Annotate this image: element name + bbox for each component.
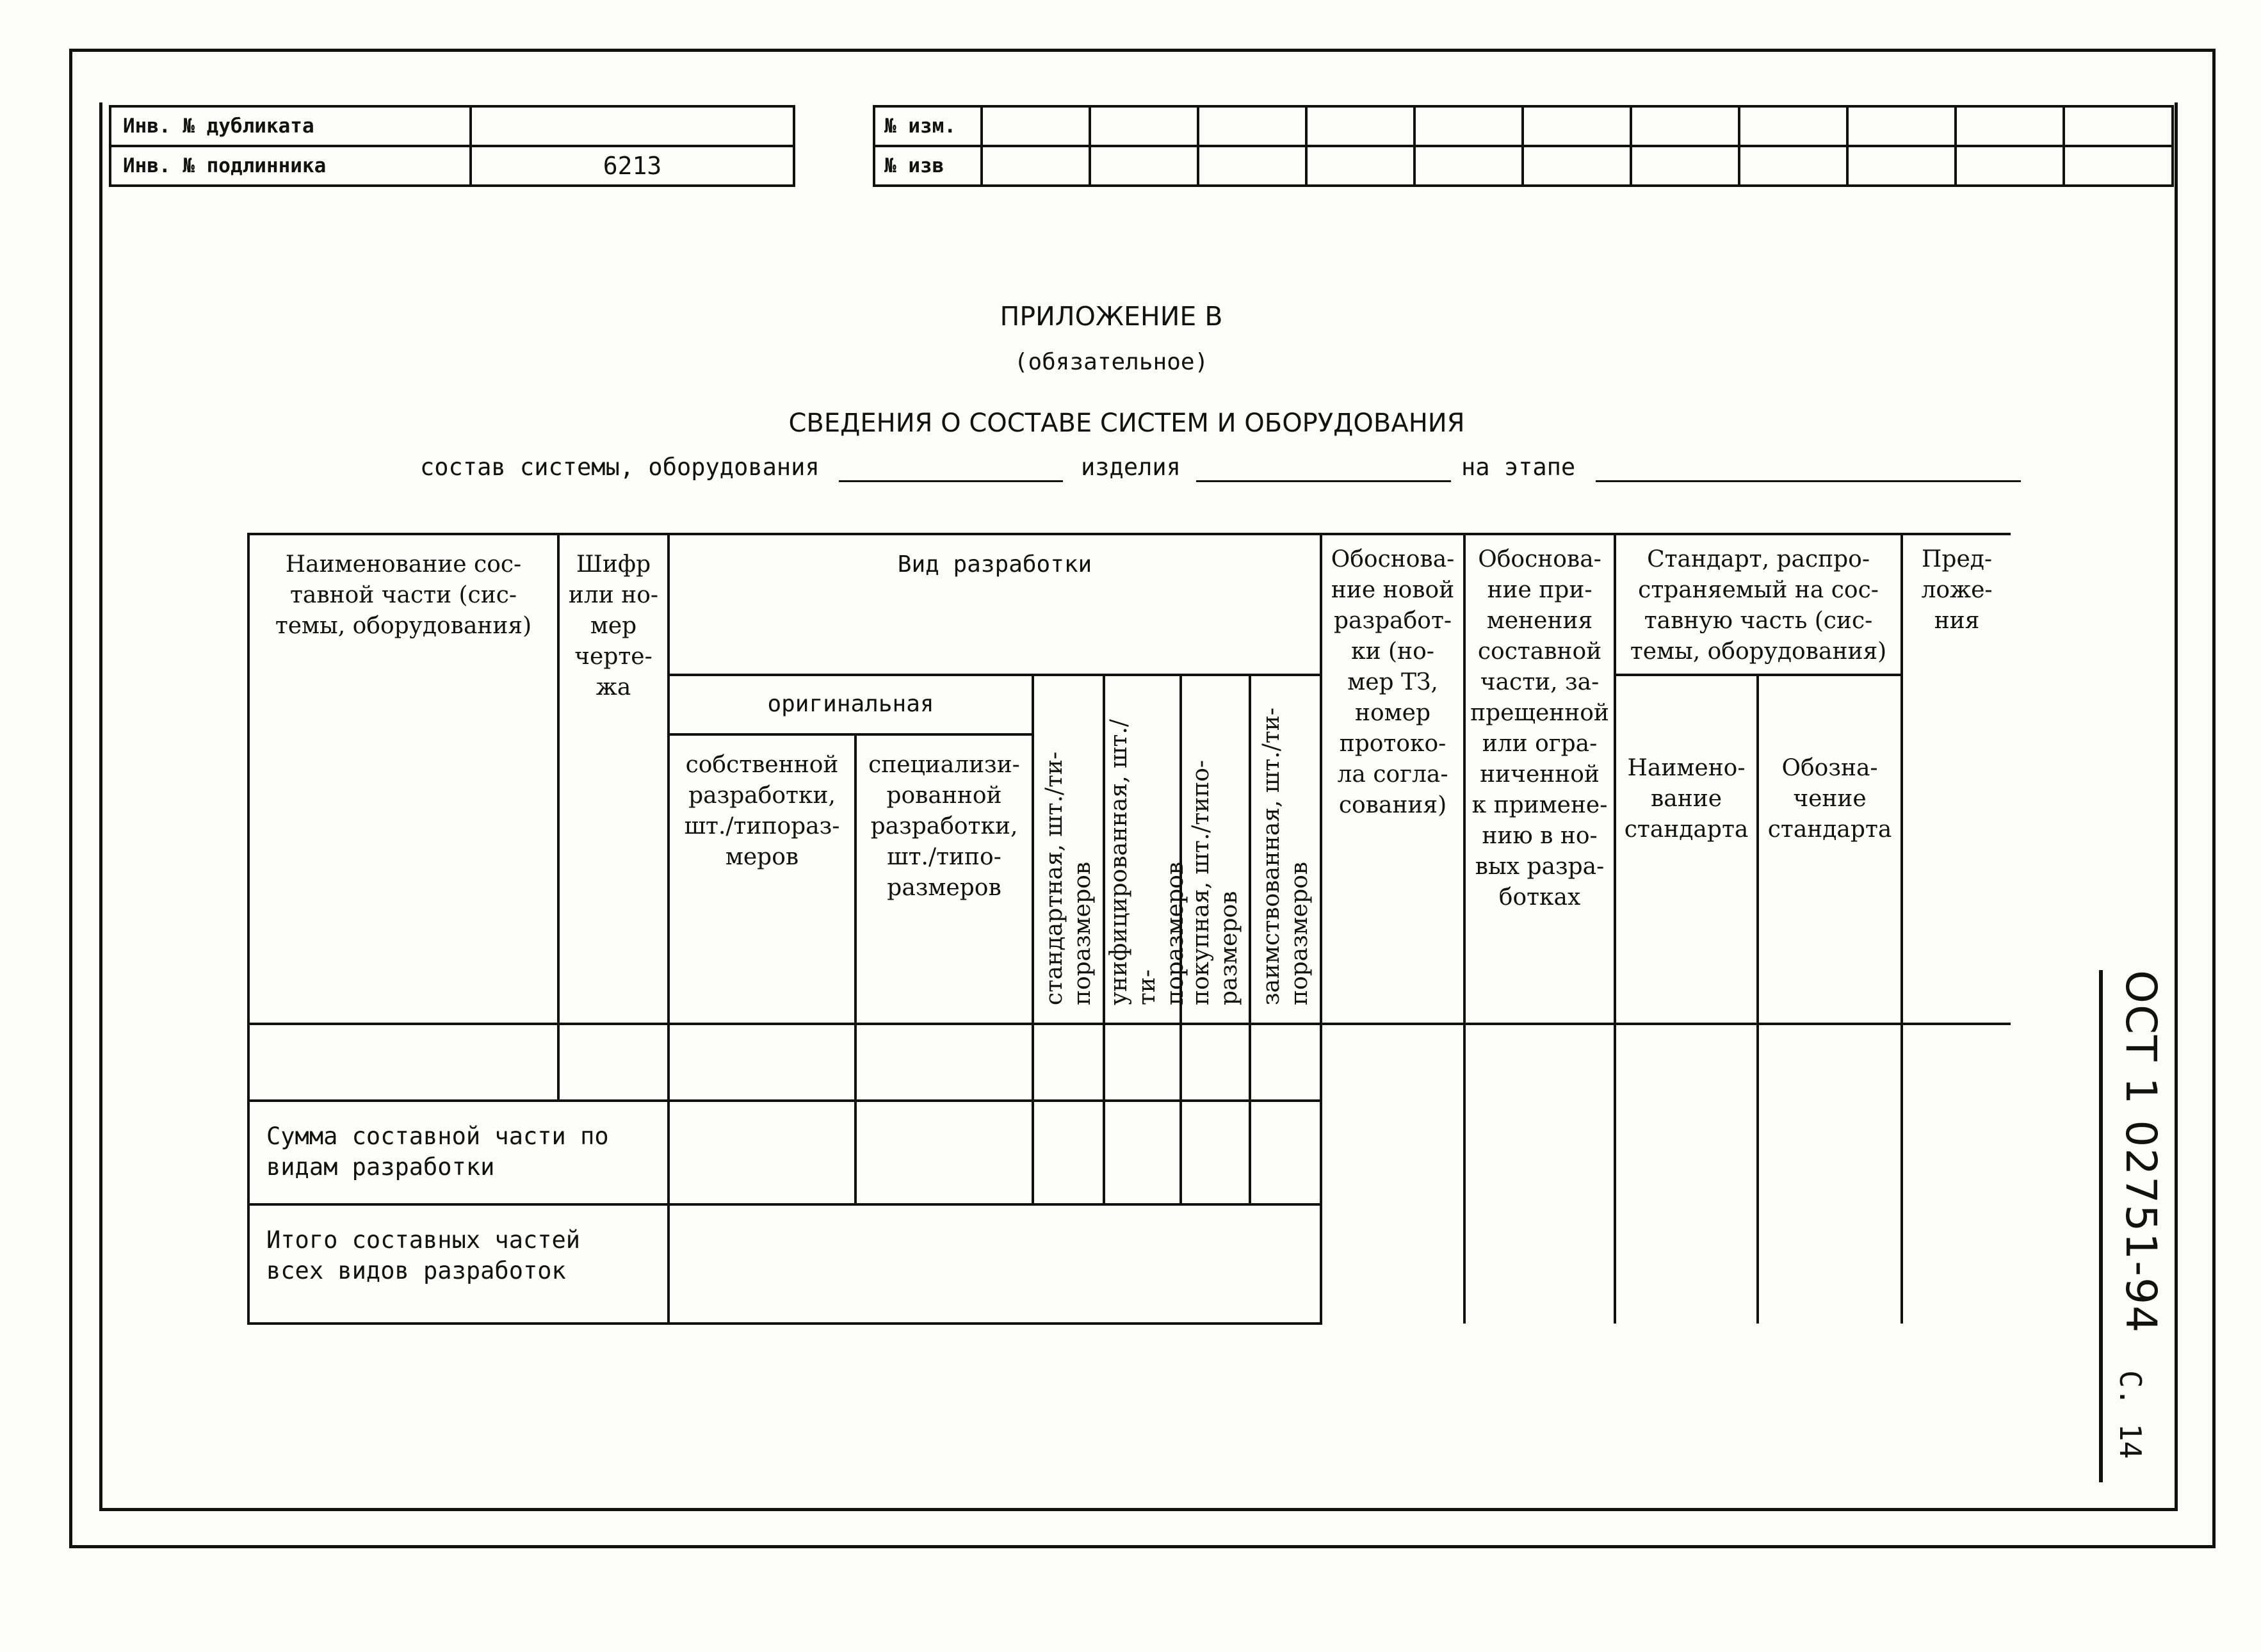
side-bar — [2099, 970, 2103, 1482]
header-standard-name: Наимено- вание стандарта — [1615, 675, 1758, 1024]
notice-cell — [2064, 146, 2173, 186]
table-cell — [1181, 1101, 1250, 1204]
change-cell — [1631, 106, 1739, 146]
system-blank — [839, 480, 1063, 482]
notice-cell — [1414, 146, 1523, 186]
stage-label: на этапе — [1461, 453, 1576, 481]
page-number: С. 14 — [2113, 1370, 2148, 1459]
header-purchased-kind: покупная, шт./типо- размеров — [1181, 675, 1250, 1024]
table-cell — [1104, 1101, 1181, 1204]
header-standard-kind: стандартная, шт./ти- поразмеров — [1033, 675, 1104, 1024]
notice-cell — [982, 146, 1090, 186]
table-cell — [1181, 1024, 1250, 1101]
product-blank — [1196, 480, 1451, 482]
original-inventory-label: Инв. № подлинника — [110, 146, 471, 186]
header-drawing-code: Шифр или но- мер черте- жа — [558, 534, 669, 1024]
table-cell — [248, 1024, 558, 1101]
table-cell — [1321, 1024, 1464, 1324]
change-cell — [1847, 106, 1956, 146]
notice-cell — [1739, 146, 1847, 186]
table-row — [248, 1024, 2011, 1101]
table-cell — [669, 1024, 855, 1101]
document-code: ОСТ 1 02751-94 — [2116, 970, 2166, 1334]
notice-cell — [1523, 146, 1631, 186]
table-cell — [1250, 1101, 1321, 1204]
appendix-title: ПРИЛОЖЕНИЕ В — [1000, 301, 1223, 332]
change-cell — [1739, 106, 1847, 146]
table-cell — [1902, 1024, 2011, 1324]
duplicate-inventory-label: Инв. № дубликата — [110, 106, 471, 146]
table-cell — [855, 1024, 1033, 1101]
total-row-label: Итого составных частей всех видов разработок — [248, 1204, 669, 1324]
header-unified-kind: унифицированная, шт./ти- поразмеров — [1104, 675, 1181, 1024]
header-specialized-development: специализи- рованной разработки, шт./типо- размеров — [855, 734, 1033, 1024]
product-label: изделия — [1081, 453, 1181, 481]
change-cell — [1090, 106, 1198, 146]
sum-row-label: Сумма составной части по видам разработки — [248, 1101, 669, 1204]
header-justification-new: Обоснова- ние новой разработ- ки (но- мер ТЗ, номер протоко- ла согла- сования) — [1321, 534, 1464, 1024]
original-inventory-value: 6213 — [471, 146, 794, 186]
change-cell — [1306, 106, 1414, 146]
inventory-stamp — [109, 105, 795, 187]
header-justification-use: Обоснова- ние при- менения составной части, за- прещенной или огра- ниченной к примене- нию в но- вых разра- ботках — [1464, 534, 1615, 1024]
table-cell — [1464, 1024, 1615, 1324]
header-development-kind: Вид разработки — [669, 534, 1321, 675]
header-own-development: собственной разработки, шт./типораз- меров — [669, 734, 855, 1024]
notice-number-label: № изв — [874, 146, 982, 186]
header-original: оригинальная — [669, 675, 1033, 734]
table-cell — [855, 1101, 1033, 1204]
header-standard-group: Стандарт, распро- страняемый на сос- тавную часть (сис- темы, оборудования) — [1615, 534, 1902, 675]
table-cell — [1615, 1024, 1758, 1324]
composition-table — [247, 533, 2011, 1325]
appendix-status: (обязательное) — [1014, 349, 1209, 375]
notice-cell — [1090, 146, 1198, 186]
table-cell — [1758, 1024, 1902, 1324]
system-label: состав системы, оборудования — [420, 453, 820, 481]
header-borrowed-kind: заимствованная, шт./ти- поразмеров — [1250, 675, 1321, 1024]
change-number-label: № изм. — [874, 106, 982, 146]
table-cell — [1104, 1024, 1181, 1101]
table-cell — [1250, 1024, 1321, 1101]
notice-cell — [1198, 146, 1306, 186]
document-title: СВЕДЕНИЯ О СОСТАВЕ СИСТЕМ И ОБОРУДОВАНИЯ — [788, 409, 1465, 438]
table-cell — [1033, 1024, 1104, 1101]
notice-cell — [1631, 146, 1739, 186]
header-proposals: Пред- ложе- ния — [1902, 534, 2011, 1024]
notice-cell — [1306, 146, 1414, 186]
change-cell — [1523, 106, 1631, 146]
table-cell — [1033, 1101, 1104, 1204]
stage-blank — [1596, 480, 2021, 482]
change-cell — [1956, 106, 2064, 146]
table-cell — [669, 1204, 1321, 1324]
change-cell — [1414, 106, 1523, 146]
notice-cell — [1956, 146, 2064, 186]
change-cell — [2064, 106, 2173, 146]
change-log-stamp — [873, 105, 2174, 187]
header-component-name: Наименование сос- тавной части (сис- темы, оборудования) — [248, 534, 558, 1024]
table-cell — [669, 1101, 855, 1204]
duplicate-inventory-value — [471, 106, 794, 146]
notice-cell — [1847, 146, 1956, 186]
table-cell — [558, 1024, 669, 1101]
header-standard-code: Обозна- чение стандарта — [1758, 675, 1902, 1024]
change-cell — [1198, 106, 1306, 146]
change-cell — [982, 106, 1090, 146]
